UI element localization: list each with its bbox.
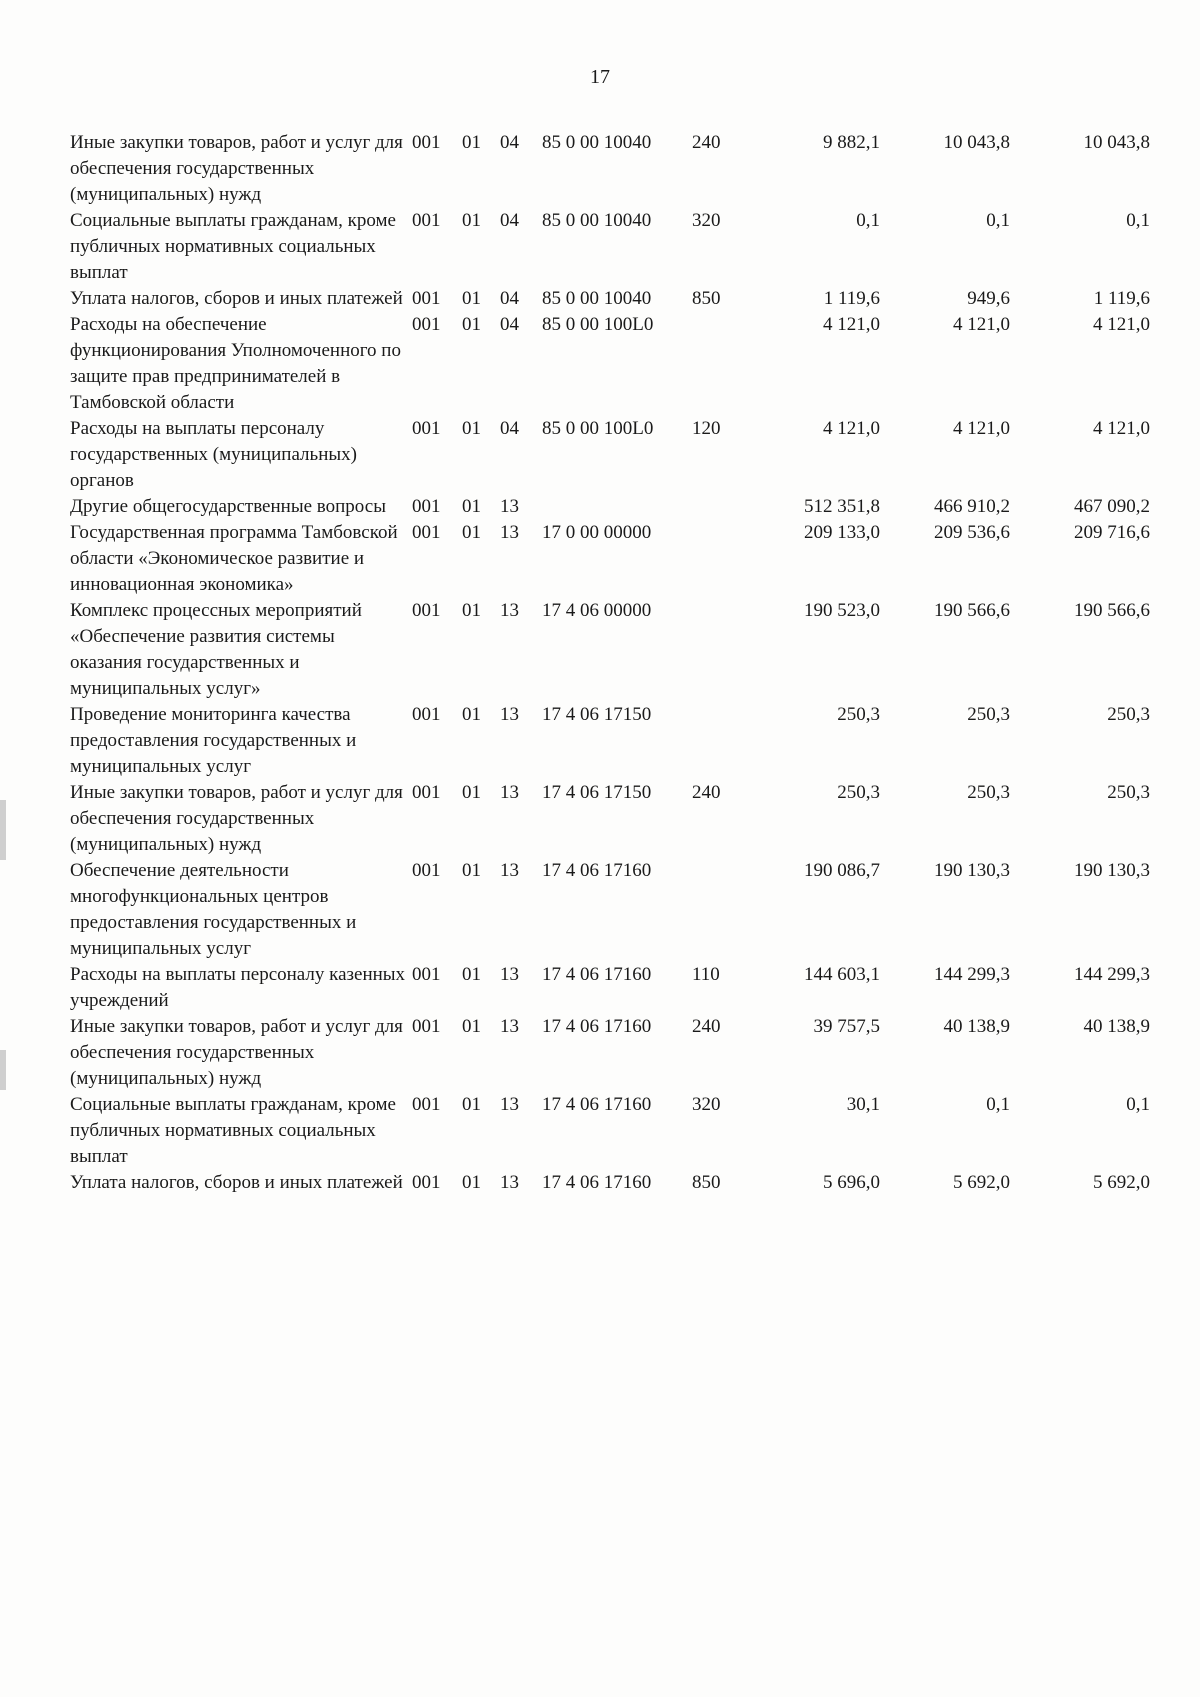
cell-csr: 17 4 06 17160 (542, 964, 652, 985)
cell-name: Расходы на выплаты персоналу казенных учреждений (70, 964, 406, 1011)
scan-edge-mark (0, 1050, 6, 1090)
cell-amount-year2: 0,1 (986, 1094, 1010, 1115)
cell-vr: 240 (692, 1016, 721, 1037)
cell-amount-year1: 39 757,5 (813, 1016, 880, 1037)
cell-amount-year2: 4 121,0 (953, 418, 1010, 439)
cell-rz: 01 (462, 782, 481, 803)
cell-rz: 01 (462, 964, 481, 985)
cell-gr: 001 (412, 860, 441, 881)
cell-pr: 13 (500, 1094, 519, 1115)
cell-vr: 320 (692, 1094, 721, 1115)
cell-amount-year1: 190 086,7 (804, 860, 880, 881)
cell-amount-year2: 10 043,8 (943, 132, 1010, 153)
cell-amount-year2: 250,3 (967, 782, 1010, 803)
cell-amount-year1: 144 603,1 (804, 964, 880, 985)
cell-amount-year3: 0,1 (1126, 1094, 1150, 1115)
cell-amount-year3: 10 043,8 (1083, 132, 1150, 153)
cell-rz: 01 (462, 314, 481, 335)
cell-amount-year1: 4 121,0 (823, 418, 880, 439)
cell-amount-year2: 144 299,3 (934, 964, 1010, 985)
cell-gr: 001 (412, 964, 441, 985)
cell-amount-year1: 1 119,6 (823, 288, 880, 309)
cell-name: Обеспечение деятельности многофункциональных центров предоставления государственных и муниципальных услуг (70, 860, 357, 959)
cell-amount-year3: 250,3 (1107, 704, 1150, 725)
cell-amount-year1: 190 523,0 (804, 600, 880, 621)
cell-amount-year3: 40 138,9 (1083, 1016, 1150, 1037)
cell-name: Комплекс процессных мероприятий «Обеспечение развития системы оказания государственных и муниципальных услуг» (70, 600, 362, 699)
table-row (70, 286, 1170, 312)
cell-rz: 01 (462, 522, 481, 543)
table-row (70, 702, 1170, 780)
cell-gr: 001 (412, 132, 441, 153)
budget-table (70, 130, 1170, 1196)
cell-csr: 85 0 00 100L0 (542, 418, 654, 439)
cell-pr: 13 (500, 782, 519, 803)
cell-name: Иные закупки товаров, работ и услуг для обеспечения государственных (муниципальных) нужд (70, 1016, 403, 1089)
cell-name: Иные закупки товаров, работ и услуг для обеспечения государственных (муниципальных) нужд (70, 132, 403, 205)
cell-amount-year2: 190 566,6 (934, 600, 1010, 621)
cell-pr: 04 (500, 210, 519, 231)
scan-edge-mark (0, 800, 6, 860)
cell-amount-year1: 9 882,1 (823, 132, 880, 153)
cell-gr: 001 (412, 522, 441, 543)
cell-name: Уплата налогов, сборов и иных платежей (70, 288, 403, 309)
cell-pr: 13 (500, 1172, 519, 1193)
table-row (70, 858, 1170, 962)
cell-amount-year3: 4 121,0 (1093, 314, 1150, 335)
cell-pr: 13 (500, 704, 519, 725)
cell-vr: 850 (692, 1172, 721, 1193)
cell-name: Социальные выплаты гражданам, кроме публичных нормативных социальных выплат (70, 1094, 396, 1167)
cell-pr: 13 (500, 860, 519, 881)
cell-amount-year3: 190 566,6 (1074, 600, 1150, 621)
cell-amount-year1: 209 133,0 (804, 522, 880, 543)
cell-vr: 240 (692, 782, 721, 803)
cell-amount-year2: 5 692,0 (953, 1172, 1010, 1193)
cell-vr: 110 (692, 964, 720, 985)
cell-rz: 01 (462, 704, 481, 725)
cell-amount-year1: 4 121,0 (823, 314, 880, 335)
cell-gr: 001 (412, 418, 441, 439)
cell-name: Расходы на выплаты персоналу государственных (муниципальных) органов (70, 418, 357, 491)
cell-amount-year3: 5 692,0 (1093, 1172, 1150, 1193)
table-row (70, 130, 1170, 208)
cell-csr: 85 0 00 10040 (542, 210, 652, 231)
cell-amount-year3: 209 716,6 (1074, 522, 1150, 543)
cell-gr: 001 (412, 314, 441, 335)
cell-csr: 17 4 06 17160 (542, 860, 652, 881)
cell-name: Уплата налогов, сборов и иных платежей (70, 1172, 403, 1193)
table-row (70, 1170, 1170, 1196)
cell-amount-year3: 4 121,0 (1093, 418, 1150, 439)
cell-csr: 17 0 00 00000 (542, 522, 652, 543)
cell-amount-year3: 467 090,2 (1074, 496, 1150, 517)
cell-pr: 04 (500, 418, 519, 439)
table-row (70, 312, 1170, 416)
cell-name: Государственная программа Тамбовской области «Экономическое развитие и инновационная экономика» (70, 522, 398, 595)
cell-vr: 240 (692, 132, 721, 153)
cell-amount-year3: 0,1 (1126, 210, 1150, 231)
cell-rz: 01 (462, 1094, 481, 1115)
cell-pr: 04 (500, 132, 519, 153)
cell-vr: 120 (692, 418, 721, 439)
cell-rz: 01 (462, 600, 481, 621)
cell-csr: 17 4 06 17150 (542, 704, 652, 725)
cell-amount-year2: 40 138,9 (943, 1016, 1010, 1037)
cell-gr: 001 (412, 782, 441, 803)
cell-amount-year3: 1 119,6 (1093, 288, 1150, 309)
cell-gr: 001 (412, 1172, 441, 1193)
table-row (70, 1092, 1170, 1170)
table-row (70, 598, 1170, 702)
cell-rz: 01 (462, 860, 481, 881)
cell-amount-year3: 250,3 (1107, 782, 1150, 803)
table-row (70, 494, 1170, 520)
cell-rz: 01 (462, 210, 481, 231)
table-row (70, 520, 1170, 598)
cell-amount-year2: 4 121,0 (953, 314, 1010, 335)
cell-rz: 01 (462, 1016, 481, 1037)
cell-gr: 001 (412, 288, 441, 309)
cell-rz: 01 (462, 1172, 481, 1193)
cell-amount-year2: 949,6 (967, 288, 1010, 309)
cell-pr: 13 (500, 496, 519, 517)
cell-amount-year2: 209 536,6 (934, 522, 1010, 543)
cell-amount-year3: 190 130,3 (1074, 860, 1150, 881)
cell-name: Проведение мониторинга качества предоставления государственных и муниципальных услуг (70, 704, 357, 777)
cell-amount-year1: 512 351,8 (804, 496, 880, 517)
cell-amount-year2: 0,1 (986, 210, 1010, 231)
cell-gr: 001 (412, 704, 441, 725)
cell-name: Расходы на обеспечение функционирования Уполномоченного по защите прав предпринимателей в Тамбовской области (70, 314, 401, 413)
cell-amount-year1: 30,1 (846, 1094, 880, 1115)
cell-vr: 850 (692, 288, 721, 309)
cell-name: Социальные выплаты гражданам, кроме публичных нормативных социальных выплат (70, 210, 396, 283)
cell-gr: 001 (412, 210, 441, 231)
cell-rz: 01 (462, 418, 481, 439)
cell-csr: 85 0 00 100L0 (542, 314, 654, 335)
cell-amount-year1: 250,3 (837, 704, 880, 725)
cell-rz: 01 (462, 496, 481, 517)
cell-rz: 01 (462, 132, 481, 153)
cell-gr: 001 (412, 600, 441, 621)
cell-amount-year1: 0,1 (856, 210, 880, 231)
table-row (70, 416, 1170, 494)
cell-csr: 17 4 06 17160 (542, 1094, 652, 1115)
cell-rz: 01 (462, 288, 481, 309)
cell-pr: 04 (500, 314, 519, 335)
table-row (70, 1014, 1170, 1092)
cell-amount-year2: 466 910,2 (934, 496, 1010, 517)
cell-pr: 04 (500, 288, 519, 309)
cell-amount-year1: 250,3 (837, 782, 880, 803)
cell-csr: 85 0 00 10040 (542, 288, 652, 309)
cell-csr: 17 4 06 17150 (542, 782, 652, 803)
cell-amount-year2: 190 130,3 (934, 860, 1010, 881)
cell-name: Другие общегосударственные вопросы (70, 496, 386, 517)
cell-amount-year2: 250,3 (967, 704, 1010, 725)
table-row (70, 208, 1170, 286)
cell-pr: 13 (500, 522, 519, 543)
cell-pr: 13 (500, 1016, 519, 1037)
cell-csr: 17 4 06 17160 (542, 1172, 652, 1193)
cell-csr: 17 4 06 17160 (542, 1016, 652, 1037)
cell-csr: 85 0 00 10040 (542, 132, 652, 153)
cell-gr: 001 (412, 496, 441, 517)
table-row (70, 962, 1170, 1014)
cell-pr: 13 (500, 964, 519, 985)
cell-gr: 001 (412, 1094, 441, 1115)
cell-pr: 13 (500, 600, 519, 621)
cell-gr: 001 (412, 1016, 441, 1037)
cell-amount-year1: 5 696,0 (823, 1172, 880, 1193)
cell-csr: 17 4 06 00000 (542, 600, 652, 621)
table-row (70, 780, 1170, 858)
page-number: 17 (590, 66, 610, 88)
cell-amount-year3: 144 299,3 (1074, 964, 1150, 985)
cell-name: Иные закупки товаров, работ и услуг для обеспечения государственных (муниципальных) нужд (70, 782, 403, 855)
cell-vr: 320 (692, 210, 721, 231)
